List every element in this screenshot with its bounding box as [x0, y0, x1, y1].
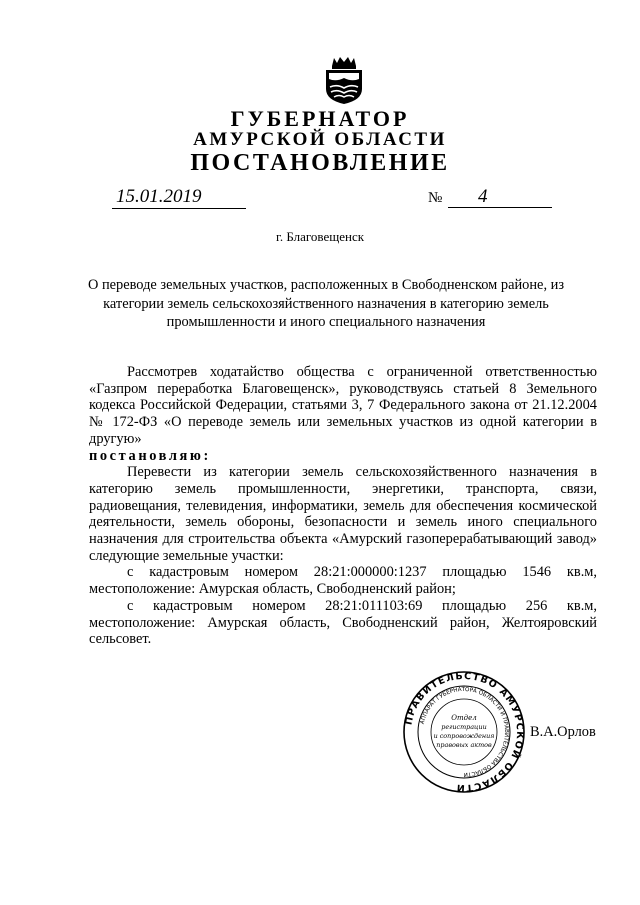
- stamp-center-line-4: правовых актов: [436, 741, 492, 749]
- header-governor: ГУБЕРНАТОР: [230, 106, 410, 131]
- document-date: 15.01.2019: [112, 186, 246, 209]
- stamp-center-line-2: регистрации: [441, 723, 487, 731]
- intro-paragraph: Рассмотрев ходатайство общества с ограниченной ответственностью «Газпром переработка Благовещенск», руководствуясь статьей 8 Земельного кодекса Российской Федерации, статьями 3, 7 Федерального закона от 21.12.2004 № 172-ФЗ «О переводе земель или земельных участков из одной категории в другую»: [89, 364, 597, 447]
- number-label: №: [428, 190, 443, 206]
- stamp-middle-text: АППАРАТ ГУБЕРНАТОРА ОБЛАСТИ И ПРАВИТЕЛЬСТВА ОБЛАСТИ: [419, 686, 510, 778]
- stamp-center-line-1: Отдел: [451, 714, 477, 722]
- signature-name: В.А.Орлов: [530, 724, 596, 740]
- header-region: АМУРСКОЙ ОБЛАСТИ: [193, 129, 447, 150]
- decree-paragraph-3: с кадастровым номером 28:21:011103:69 площадью 256 кв.м, местоположение: Амурская область, Свободненский район, Желтояровский сельсовет.: [89, 597, 597, 648]
- city: г. Благовещенск: [275, 229, 365, 244]
- decree-paragraph-2: с кадастровым номером 28:21:000000:1237 площадью 1546 кв.м, местоположение: Амурская область, Свободненский район;: [89, 564, 597, 598]
- official-stamp: [402, 670, 526, 794]
- stamp-outer-text: ПРАВИТЕЛЬСТВО АМУРСКОЙ ОБЛАСТИ: [403, 670, 526, 794]
- decree-word: постановляю:: [89, 447, 211, 464]
- coat-of-arms-icon: [322, 55, 366, 105]
- document-type: ПОСТАНОВЛЕНИЕ: [190, 150, 450, 176]
- stamp-center-line-3: и сопровождения: [433, 732, 495, 740]
- document-number: 4: [448, 186, 552, 208]
- document-title: О переводе земельных участков, расположенных в Свободненском районе, из категории земель сельскохозяйственного назначения в категорию земель промышленности и иного специального назначения: [87, 277, 565, 331]
- decree-paragraph-1: Перевести из категории земель сельскохозяйственного назначения в категорию земель промышленности, энергетики, транспорта, связи, радиовещания, телевидения, информатики, земель для обеспечения космической деятельности, земель обороны, безопасности и земель иного специального назначения для строительства объекта «Амурский газоперерабатывающий завод» следующие земельные участки:: [89, 464, 597, 564]
- document-body: [89, 364, 597, 648]
